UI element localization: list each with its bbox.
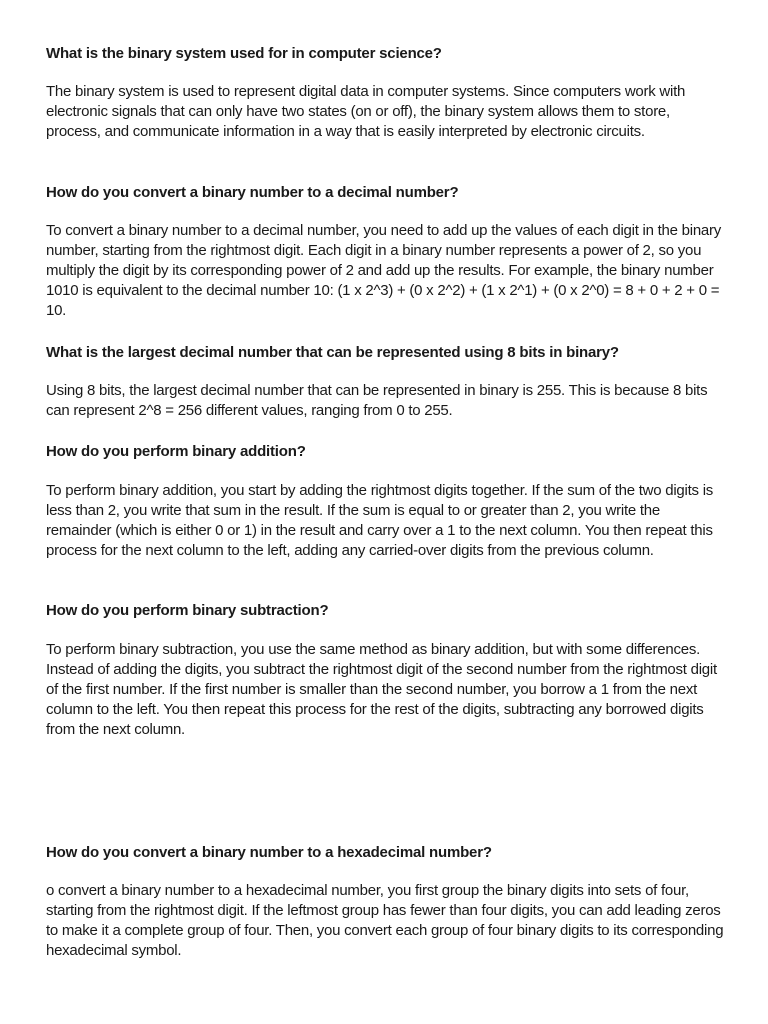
answer-paragraph: To convert a binary number to a decimal number, you need to add up the values of each digit in the binary number, starting from the rightmost digit. Each digit in a binary number represents a power of 2, so you multiply the digit by its corresponding power of 2 and add up the results. For example, the binary number 1010 is equivalent to the decimal number 10: (1 x 2^3) + (0 x 2^2) + (1 x 2^1) + (0 x 2^0) = 8 + 0 + 2 + 0 = 10. [46, 222, 722, 319]
question-heading: What is the largest decimal number that can be represented using 8 bits in binary? [46, 344, 619, 361]
question-heading: What is the binary system used for in computer science? [46, 45, 442, 62]
answer-paragraph: The binary system is used to represent digital data in computer systems. Since computers work with electronic signals that can only have two states (on or off), the binary system allows them to store, process, and communicate information in a way that is easily interpreted by electronic circuits. [46, 83, 686, 140]
question-heading: How do you perform binary subtraction? [46, 602, 329, 619]
question-heading: How do you perform binary addition? [46, 443, 306, 460]
question-heading: How do you convert a binary number to a hexadecimal number? [46, 844, 492, 861]
answer-paragraph: To perform binary subtraction, you use the same method as binary addition, but with some differences. Instead of adding the digits, you subtract the rightmost digit of the second number from the rightmost digit of the first number. If the first number is smaller than the second number, you borrow a 1 from the next column to the left. You then repeat this process for the rest of the digits, subtracting any borrowed digits from the next column. [46, 641, 717, 738]
question-heading: How do you convert a binary number to a decimal number? [46, 184, 459, 201]
answer-paragraph: Using 8 bits, the largest decimal number that can be represented in binary is 255. This is because 8 bits can represent 2^8 = 256 different values, ranging from 0 to 255. [46, 382, 708, 419]
answer-paragraph: o convert a binary number to a hexadecimal number, you first group the binary digits into sets of four, starting from the rightmost digit. If the leftmost group has fewer than four digits, you can add leading zeros to make it a complete group of four. Then, you convert each group of four binary digits to its corresponding hexadecimal symbol. [46, 882, 724, 959]
answer-paragraph: To perform binary addition, you start by adding the rightmost digits together. If the sum of the two digits is less than 2, you write that sum in the result. If the sum is equal to or greater than 2, you write the remainder (which is either 0 or 1) in the result and carry over a 1 to the next column. You then repeat this process for the next column to the left, adding any carried-over digits from the previous column. [46, 482, 714, 559]
